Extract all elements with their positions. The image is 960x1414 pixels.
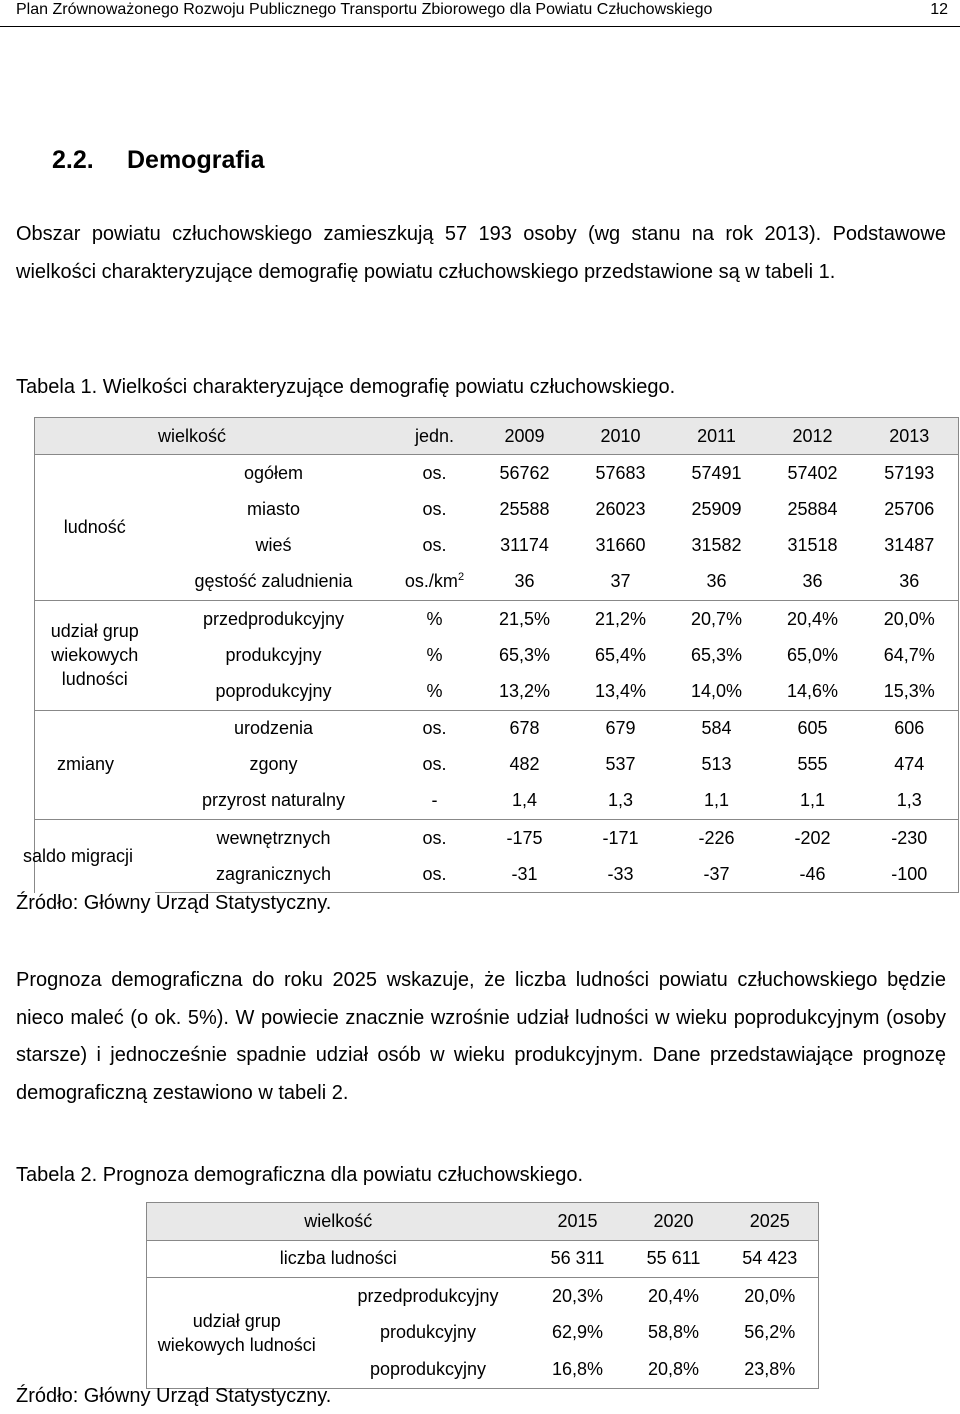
forecast-table [146, 1202, 819, 1389]
cell: 606 [861, 710, 959, 747]
cell: 36 [802, 571, 823, 592]
row-label: przyrost naturalny [201, 790, 346, 811]
cell: 56 311 [530, 1240, 626, 1278]
cell: -202 [765, 820, 861, 857]
row-label: wewnętrznych [155, 820, 393, 857]
cell: -31 [477, 856, 573, 893]
header-year: 2012 [765, 418, 861, 455]
cell: -175 [477, 820, 573, 857]
cell: 57193 [861, 455, 959, 492]
row-label: gęstość zaludnienia [194, 571, 353, 592]
cell: 31582 [691, 535, 742, 556]
row-unit [393, 564, 477, 601]
cell: 55 611 [626, 1240, 722, 1278]
row-label: produkcyjny [225, 644, 322, 665]
table-row [35, 783, 959, 820]
row-label: wieś [255, 535, 292, 556]
row-unit: os. [393, 856, 477, 893]
cell: 20,0% [722, 1278, 819, 1315]
cell: 679 [573, 710, 669, 747]
cell: 62,9% [551, 1322, 604, 1343]
cell: 13,4% [594, 680, 647, 701]
row-unit: % [393, 600, 477, 637]
cell: 678 [477, 710, 573, 747]
table-row [35, 564, 959, 601]
table1-caption: Tabela 1. Wielkości charakteryzujące demografię powiatu człuchowskiego. [16, 376, 676, 398]
cell: 64,7% [861, 637, 959, 673]
row-label: ogółem [243, 462, 304, 483]
row-label: liczba ludności [147, 1240, 530, 1278]
cell: 25706 [861, 491, 959, 527]
cell: 25884 [787, 498, 838, 519]
header-year: 2015 [530, 1203, 626, 1241]
table2-caption: Tabela 2. Prognoza demograficzna dla powiatu człuchowskiego. [16, 1164, 584, 1186]
table-row [35, 856, 959, 893]
cell: 26023 [595, 498, 646, 519]
cell: 58,8% [647, 1322, 700, 1343]
cell: 16,8% [551, 1358, 604, 1379]
section-heading [52, 146, 265, 175]
cell: 65,4% [594, 644, 647, 665]
section-title: Demografia [127, 146, 265, 174]
demography-table [23, 417, 959, 893]
unit-superscript: 2 [457, 571, 465, 584]
header-year: 2009 [477, 418, 573, 455]
unit-text: os./km [404, 571, 458, 592]
table-row [35, 747, 959, 783]
header-year: 2011 [669, 418, 765, 455]
cell: 482 [509, 754, 540, 775]
group-saldo [23, 820, 155, 893]
cell: 31660 [595, 535, 646, 556]
cell: 537 [605, 754, 636, 775]
cell: 14,0% [690, 680, 743, 701]
table2-header-row [147, 1203, 819, 1241]
row-label: przedprodukcyjny [327, 1278, 530, 1315]
group-zmiany: zmiany [35, 710, 155, 820]
table-row [35, 491, 959, 527]
row-label: przedprodukcyjny [155, 600, 393, 637]
cell: 25588 [499, 498, 550, 519]
cell: 14,6% [786, 680, 839, 701]
cell: -37 [669, 856, 765, 893]
header-quantity: wielkość [147, 1203, 530, 1241]
cell: 20,4% [626, 1278, 722, 1315]
cell: 25909 [691, 498, 742, 519]
cell: 31518 [787, 535, 838, 556]
cell: 584 [669, 710, 765, 747]
cell: 1,4 [511, 790, 538, 811]
cell: 65,3% [690, 644, 743, 665]
cell: 20,0% [861, 600, 959, 637]
group-saldo-label: saldo migracji [23, 846, 134, 866]
table-row [147, 1278, 819, 1315]
cell: 31487 [861, 528, 959, 564]
header-year: 2013 [861, 418, 959, 455]
cell: 36 [514, 571, 535, 592]
cell: 36 [861, 564, 959, 601]
section-number: 2.2. [52, 146, 94, 174]
cell: 20,4% [765, 600, 861, 637]
cell: 555 [797, 754, 828, 775]
row-unit: - [431, 790, 438, 811]
header-quantity: wielkość [35, 418, 393, 455]
row-unit: % [426, 680, 443, 701]
cell: -100 [861, 856, 959, 893]
row-label: miasto [246, 498, 300, 519]
cell: 31174 [500, 535, 549, 556]
row-unit: os. [422, 535, 447, 556]
cell: -33 [573, 856, 669, 893]
forecast-paragraph: Prognoza demograficzna do roku 2025 wskazuje, że liczba ludności powiatu człuchowskiego będzie nieco maleć (o ok. 5%). W powiecie znacznie wzrośnie udział ludności w wieku poprodukcyjnym (osoby starsze) i jednocześnie spadnie udział osób w wieku produkcyjnym. Dane przedstawiające prognozę demograficzną zestawiono w tabeli 2. [16, 969, 946, 1104]
header-unit: jedn. [393, 418, 477, 455]
table-row [35, 455, 959, 492]
page-header [0, 0, 960, 28]
header-year: 2010 [573, 418, 669, 455]
group-udzial: udział grup wiekowych ludności [35, 600, 155, 710]
cell: 37 [610, 571, 631, 592]
cell: -171 [573, 820, 669, 857]
cell: 1,3 [607, 790, 634, 811]
cell: 605 [765, 710, 861, 747]
cell: 54 423 [722, 1240, 819, 1278]
cell: 20,7% [669, 600, 765, 637]
cell: 1,1 [703, 790, 730, 811]
cell: 65,3% [498, 644, 551, 665]
row-unit: os. [422, 462, 447, 483]
row-label: poprodukcyjny [215, 680, 332, 701]
cell: 36 [706, 571, 727, 592]
row-label: urodzenia [155, 710, 393, 747]
row-label: zagranicznych [155, 856, 393, 893]
row-unit: os. [422, 498, 447, 519]
cell: 20,8% [647, 1358, 700, 1379]
header-year: 2025 [722, 1203, 819, 1241]
cell: 65,0% [786, 644, 839, 665]
row-label: zgony [249, 754, 298, 775]
cell: 15,3% [861, 673, 959, 710]
cell: 56762 [499, 462, 550, 483]
cell: 513 [701, 754, 732, 775]
cell: 21,2% [573, 600, 669, 637]
cell: 1,3 [861, 783, 959, 820]
table1-source: Źródło: Główny Urząd Statystyczny. [16, 892, 332, 914]
intro-paragraph: Obszar powiatu człuchowskiego zamieszkują 57 193 osoby (wg stanu na rok 2013). Podstawowe wielkości charakteryzujące demografię powiatu człuchowskiego przedstawione są w tabeli 1. [16, 223, 946, 283]
cell: 474 [861, 747, 959, 783]
table-row [35, 710, 959, 747]
page-number: 12 [930, 1, 948, 18]
row-unit: % [426, 644, 443, 665]
row-label: poprodukcyjny [369, 1358, 487, 1379]
row-label: produkcyjny [379, 1322, 477, 1343]
cell: 20,3% [530, 1278, 626, 1315]
cell: 57402 [787, 462, 838, 483]
cell: 23,8% [744, 1358, 796, 1379]
row-unit: os. [393, 820, 477, 857]
table-row [35, 820, 959, 857]
cell: 21,5% [477, 600, 573, 637]
cell: -46 [765, 856, 861, 893]
cell: -226 [669, 820, 765, 857]
cell: 57683 [595, 462, 646, 483]
group-udzial: udział grup wiekowych ludności [147, 1278, 327, 1389]
row-unit: os. [422, 754, 447, 775]
cell: 56,2% [744, 1322, 796, 1343]
table2-source: Źródło: Główny Urząd Statystyczny. [16, 1385, 332, 1407]
cell: -230 [861, 820, 959, 857]
table-row [35, 673, 959, 710]
header-year: 2020 [626, 1203, 722, 1241]
table-row [35, 637, 959, 673]
header-divider [0, 26, 960, 27]
header-title: Plan Zrównoważonego Rozwoju Publicznego Transportu Zbiorowego dla Powiatu Człuchowskiego [16, 1, 713, 18]
table-row [147, 1240, 819, 1278]
cell: 57491 [691, 462, 742, 483]
table1-header-row [35, 418, 959, 455]
cell: 1,1 [799, 790, 826, 811]
table-row [35, 528, 959, 564]
group-ludnosc: ludność [35, 455, 155, 601]
row-unit: os. [393, 710, 477, 747]
cell: 13,2% [498, 680, 551, 701]
table-row [35, 600, 959, 637]
